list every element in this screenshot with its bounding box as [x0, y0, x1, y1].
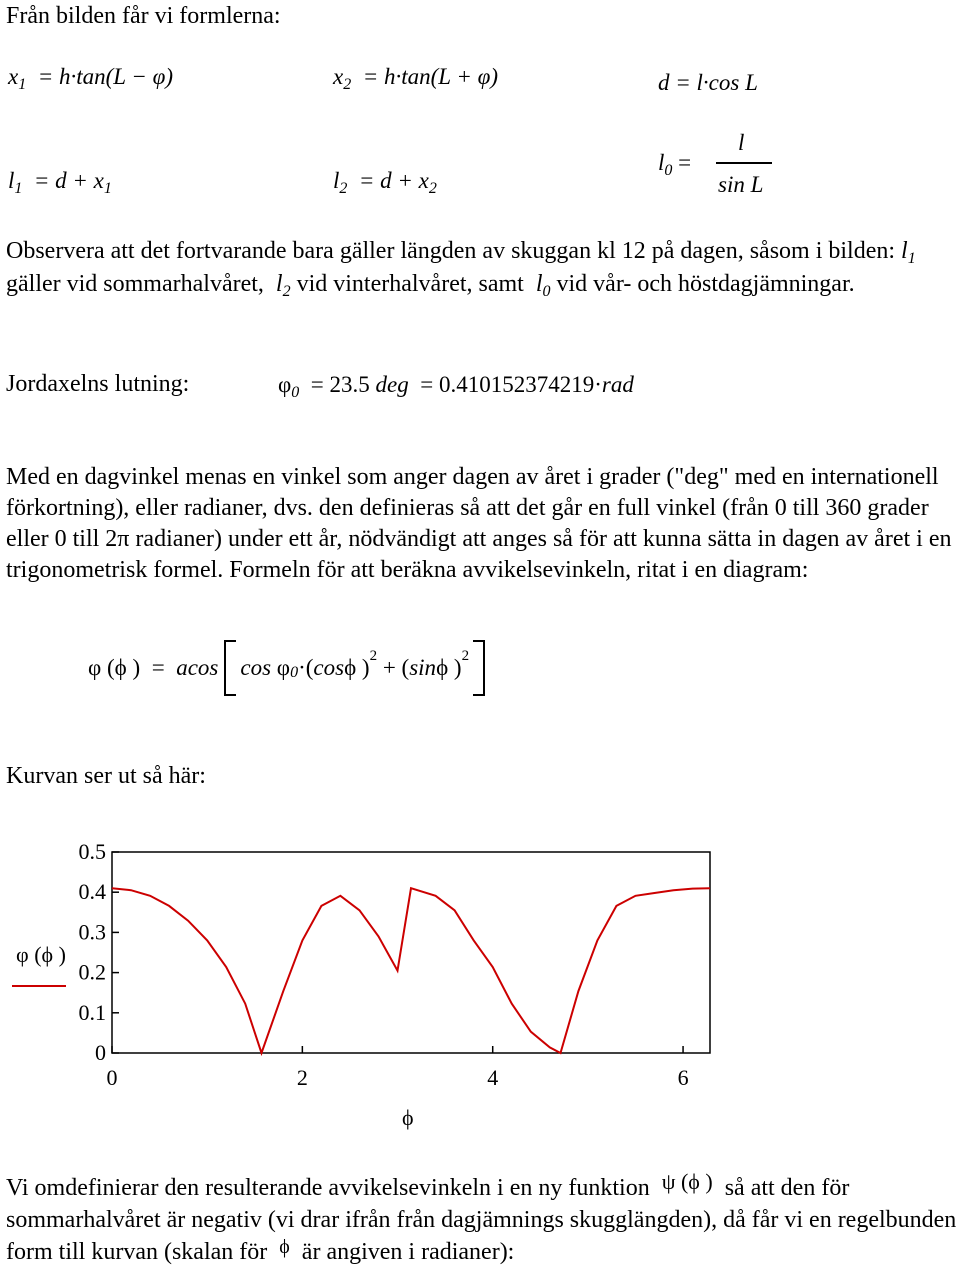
- right-bracket: [473, 640, 485, 696]
- phi-symbol: ϕ: [279, 1236, 290, 1258]
- tilt-formula: $\varphi_0 = 23.5$ deg = 0.410152374219·rad: [278, 372, 634, 401]
- formula-l0-numerator: l: [738, 130, 745, 155]
- x-tick-label: 6: [677, 1065, 689, 1090]
- formula-x2: $x_2 = h\cdot\tan(L + \varphi)$: [333, 64, 499, 93]
- y-axis-label: φ (ϕ ): [16, 942, 66, 967]
- observe-paragraph: Observera att det fortvarande bara gäller längden av skuggan kl 12 på dagen, såsom i bilden: $l_1$ gäller vid sommarhalvåret, $l_2$ vid vinterhalvåret, samt $l_0$ vid vår- och höstdagjämningar.: [6, 238, 916, 300]
- formula-x1: $x_1 = h\cdot\tan(L - \varphi)$: [8, 64, 174, 93]
- y-tick-label: 0: [95, 1040, 106, 1065]
- fraction-bar: [716, 162, 772, 164]
- curve-label: Kurvan ser ut så här:: [6, 763, 206, 789]
- y-tick-label: 0.5: [78, 839, 106, 864]
- x-axis-label: ϕ: [402, 1105, 414, 1130]
- y-tick-label: 0.3: [78, 919, 106, 945]
- formula-d: d = l·cos L: [658, 70, 758, 95]
- final-paragraph: Vi omdefinierar den resulterande avvikelsevinkeln i en ny funktion ψ (ϕ ) så att den för sommarhalvåret är negativ (vi drar ifrån från dagjämnings skugglängden), då får vi en regelbunden form till kurvan (skalan för $^\phi$ är angiven i radianer):: [6, 1169, 957, 1265]
- intro-text: Från bilden får vi formlerna:: [6, 3, 281, 29]
- formula-l2: $l_2 = d + x_2$: [333, 168, 437, 197]
- formula-l0: $l_0$ =: [658, 150, 692, 179]
- x-tick-label: 0: [106, 1065, 118, 1090]
- y-tick-label: 0.2: [78, 959, 106, 985]
- left-bracket: [224, 640, 236, 696]
- formula-l0-denominator: sin L: [718, 172, 764, 197]
- y-tick-label: 0.4: [78, 879, 106, 905]
- x-tick-label: 4: [487, 1065, 499, 1090]
- formula-l1: $l_1 = d + x_1$: [8, 168, 112, 197]
- dayangle-paragraph: Med en dagvinkel menas en vinkel som anger dagen av året i grader ("deg" med en internationell förkortning), eller radianer, dvs. den definieras så att det går en full vinkel (från 0 till 360 grader eller 0 till 2π radianer) under ett år, nödvändigt att anges så för att kunna sätta in dagen av året i en trigonometrisk formel. Formeln för att beräkna avvikelsevinkeln, ritat i en diagram:: [6, 464, 952, 583]
- plot-frame: [112, 852, 710, 1053]
- psi-function: ψ (ϕ ): [661, 1169, 713, 1194]
- series-line: [112, 888, 710, 1053]
- y-tick-label: 0.1: [78, 999, 106, 1025]
- x-tick-label: 2: [296, 1065, 308, 1090]
- main-formula: φ (ϕ ) = acos cos φ 0 ·( cos ϕ ) 2 + ( sin ϕ ) 2: [88, 640, 485, 696]
- deviation-chart: [0, 830, 960, 1130]
- tilt-label: Jordaxelns lutning:: [6, 371, 190, 397]
